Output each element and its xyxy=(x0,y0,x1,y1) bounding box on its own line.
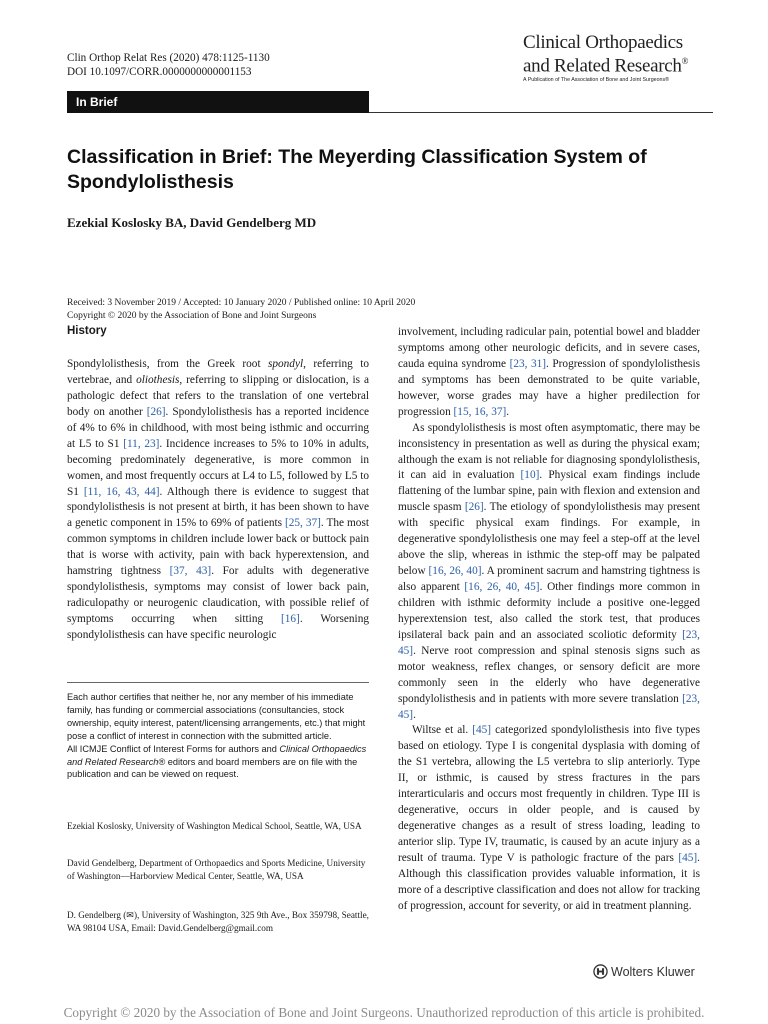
text-run: ® editors and board members are on file with the publication and can be viewed on request. xyxy=(67,756,358,780)
logo-tagline: A Publication of The Association of Bone and Joint Surgeons® xyxy=(523,77,670,84)
citation-line: Clin Orthop Relat Res (2020) 478:1125-1130 xyxy=(67,52,270,64)
paragraph xyxy=(67,357,369,644)
citation-link[interactable]: [26] xyxy=(464,501,484,514)
citation-link[interactable]: [23, 31] xyxy=(509,357,547,370)
affiliation-3: D. Gendelberg (✉), University of Washington, 325 9th Ave., Box 359798, Seattle, WA 98104 USA, Email: David.Gendelberg@gmail.com xyxy=(67,910,369,933)
paragraph xyxy=(398,421,700,724)
text-run: . Although this classification provides valuable information, it is more of a descriptive classification and does not allow for tracking of progression, account for severity, or aid in treatment planning. xyxy=(398,851,700,912)
text-run: . For adults with degenerative spondylolisthesis, symptoms may consist of lower back pain, radiculopathy or neurogenic claudication, with possible relief of symptoms occurring when sitting xyxy=(67,565,369,625)
article-title: Classification in Brief: The Meyerding Classification System of Spondylolisthesis xyxy=(67,146,647,193)
citation-link[interactable]: [26] xyxy=(146,405,166,418)
paragraph xyxy=(398,325,700,421)
section-label: In Brief xyxy=(76,95,118,109)
citation-link[interactable]: [45] xyxy=(678,851,698,864)
text-run: involvement, including radicular pain, potential bowel and bladder symptoms among other neurologic deficits, and in severe cases, cauda equina syndrome xyxy=(398,326,700,370)
text-run: , referring to vertebrae, and xyxy=(67,358,369,386)
left-column xyxy=(67,357,369,644)
text-run: , referring to slipping or dislocation, is a pathologic defect that refers to the translation of one vertebral body on another xyxy=(67,373,369,418)
text-run: Each author certifies that neither he, nor any member of his immediate family, has funding or commercial associations (consultancies, stock ownership, equity interest, patent/licensing arrangements, etc.) that might pose a conflict of interest in connection with the submitted article. xyxy=(67,692,366,741)
citation-link[interactable]: [11, 16, 43, 44] xyxy=(83,485,160,498)
dates-line: Received: 3 November 2019 / Accepted: 10 January 2020 / Published online: 10 April 2020 xyxy=(67,298,416,308)
italic-text: Clinical Orthopaedics and Related Research xyxy=(67,743,367,767)
text-run: . Although there is evidence to suggest that spondylolisthesis is not present at birth, it has been shown to have a genetic component in 15% to 69% of patients xyxy=(67,485,369,530)
publisher-logo xyxy=(593,964,695,979)
paragraph xyxy=(398,723,700,914)
text-run: . xyxy=(506,405,510,418)
logo-line-2 xyxy=(523,52,713,75)
text-run: . A prominent sacrum and hamstring tightness is also apparent xyxy=(398,565,700,593)
citation-link[interactable]: [16, 26, 40, 45] xyxy=(464,581,540,593)
publication-dates xyxy=(67,297,415,323)
right-column xyxy=(398,325,700,915)
italic-text: spondyl xyxy=(267,358,304,370)
conflict-of-interest-note xyxy=(67,691,369,781)
text-run: Wiltse et al. xyxy=(412,724,473,737)
publisher-name: Wolters Kluwer xyxy=(611,964,695,979)
text-run: As spondylolisthesis is most often asymptomatic, there may be inconsistency in presentation as well as during the physical exam; although the exam is not reliable for diagnosing spondylolisthesis, it can aid in evaluation xyxy=(398,421,700,482)
citation-link[interactable]: [23, 45] xyxy=(398,628,700,657)
journal-logo xyxy=(523,33,713,84)
citation-info xyxy=(67,51,270,79)
italic-text: oliothesis xyxy=(136,373,180,386)
text-run: . Progression of spondylolisthesis and symptoms has been demonstrated to be quite variable, however, worse grades may have a higher predilection for progression xyxy=(398,357,700,418)
article-authors: Ezekial Koslosky BA, David Gendelberg MD xyxy=(67,215,317,230)
copyright-footer: Copyright © 2020 by the Association of Bone and Joint Surgeons. Unauthorized reproduction of this article is prohibited. xyxy=(63,1005,705,1020)
text-run: Spondylolisthesis, from the Greek root xyxy=(67,358,268,370)
text-run: . Other findings more common in children with isthmic deformity include a positive one-legged hyperextension test, also called the stork test, that produces ipsilateral back pain and an associated scoliotic deformity xyxy=(398,581,700,641)
header-rule xyxy=(369,112,713,113)
text-run: . Worsening spondylolisthesis can have specific neurologic xyxy=(67,613,369,641)
section-heading-history: History xyxy=(67,325,107,337)
doi-line: DOI 10.1097/CORR.0000000000001153 xyxy=(67,66,252,78)
text-run: . Spondylolisthesis has a reported incidence of 4% to 6% in childhood, with most being isthmic and occurring at L5 to S1 xyxy=(67,405,369,450)
citation-link[interactable]: [16] xyxy=(281,613,300,625)
citation-link[interactable]: [15, 16, 37] xyxy=(453,405,507,418)
text-run: . xyxy=(413,708,416,721)
wolters-kluwer-icon xyxy=(593,964,608,979)
section-label-bar xyxy=(67,91,369,113)
citation-link[interactable]: [45] xyxy=(472,724,492,737)
citation-link[interactable]: [11, 23] xyxy=(123,437,160,450)
citation-link[interactable]: [25, 37] xyxy=(285,517,321,530)
text-run: . Incidence increases to 5% to 10% in adults, becoming predominately degenerative, is more common in women, and most frequently occurs at L4 to L5, followed by L5 to S1 xyxy=(67,437,369,498)
copyright-line: Copyright © 2020 by the Association of Bone and Joint Surgeons xyxy=(67,311,317,321)
citation-link[interactable]: [23, 45] xyxy=(398,692,700,721)
citation-link[interactable]: [37, 43] xyxy=(169,565,212,578)
text-run: categorized spondylolisthesis into five types based on etiology. Type I is congenital dysplasia with doming of the S1 vertebra, allowing the L5 vertebra to slip anteriorly. Type II, or isthmic, is caused by stress fractures in the pars interarticularis and occurs most frequently in children. Type III is degenerative, occurs in older people, and is caused by degenerative changes as a result of stress loading, leading to anterior slip. Type IV, traumatic, is caused by an acute injury as a result of trauma. Type V is pathologic fracture of the pars xyxy=(398,724,700,864)
text-run: . Nerve root compression and spinal stenosis signs such as motor weakness, reflex changes, or sensory deficit are more commonly seen in the elderly who have degenerative spondylolisthesis and in patients with more severe translation xyxy=(398,644,700,705)
logo-registered-mark: ® xyxy=(681,56,689,66)
footnote-rule xyxy=(67,682,369,683)
affiliation-2: David Gendelberg, Department of Orthopaedics and Sports Medicine, University of Washington—Harborview Medical Center, Seattle, WA, USA xyxy=(67,858,366,881)
citation-link[interactable]: [16, 26, 40] xyxy=(428,565,482,578)
logo-line-2-text: and Related Research xyxy=(523,55,682,77)
logo-line-1: Clinical Orthopaedics xyxy=(523,32,683,53)
text-run: . The most common symptoms in children include lower back or buttock pain that is worse with activity, pain with back hyperextension, and hamstring tightness xyxy=(67,517,369,578)
text-run: . The etiology of spondylolisthesis may present with specific physical exam findings. For example, in degenerative spondylolisthesis one may feel a step-off at the level above the slip, whereas in isthmic the step-off may be palpated below xyxy=(398,501,700,578)
text-run: . Physical exam findings include flattening of the lumbar spine, pain with flexion and extension and muscle spasm xyxy=(398,469,700,514)
affiliation-1: Ezekial Koslosky, University of Washington Medical School, Seattle, WA, USA xyxy=(67,821,362,831)
text-run: All ICMJE Conflict of Interest Forms for authors and xyxy=(67,743,280,754)
citation-link[interactable]: [10] xyxy=(520,469,540,482)
